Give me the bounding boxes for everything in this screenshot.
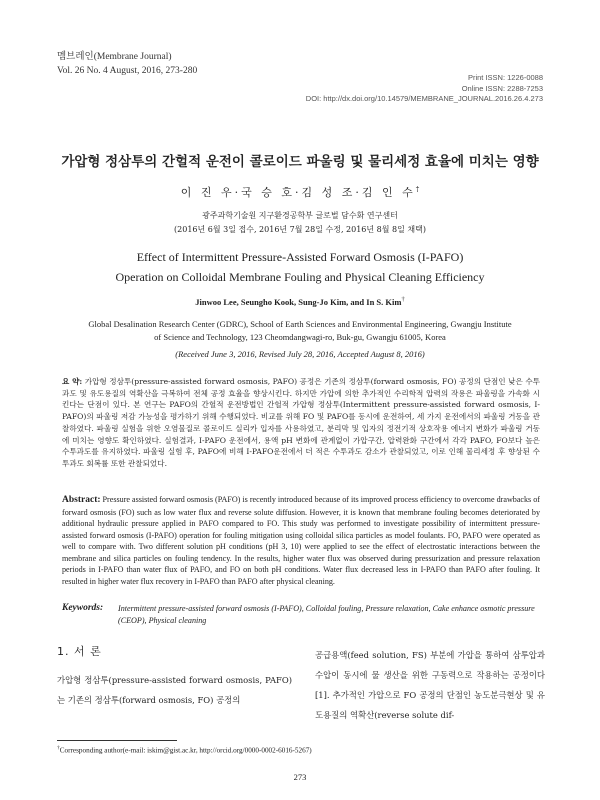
abstract-korean-text: 가압형 정삼투(pressure-assisted forward osmosis, PAFO) 공정은 기존의 정삼투(forward osmosis, FO) 공정의 단점인 낮은 수투과도 및 유도용질의 역확산을 극복하여 전체 공정 효율을 향상시킨다. 하지만 가압에 의한 추가적인 수리학적 압력의 작용은 파울링을 가속화 시킨다는 단점이 있다. 본 연구는 PAFO의 간헐적 운전방법인 간헐적 가압형 정삼투(Intermittent pressure-assisted forward osmosis, I-PAFO)의 파울링 저감 가능성을 평가하기 위해 수행되었다. 비교를 위해 FO 및 PAFO를 동시에 운전하여, 세 가지 운전에서의 파울링 거동을 관찰하였다. 파울링 실험을 위한 오염물질로 콜로이드 실리카 입자를 사용하였고, 분리막 및 입자의 정전기적 상호작용 에너지 변화가 파울링 거동에 미치는 영향도 확인하였다. 실험결과, I-PAFO 운전에서, 용액 pH 변화에 관계없이 가압구간, 압력완화 구간에서 각각 PAFO, FO보다 높은 수투과도를 유지하였다. 파울링 실험 후, PAFO에 비해 I-PAFO운전에서 더 적은 수투과도 감소가 관찰되었고, 이로 인해 물리세정 후 향상된 수투과도 회복률 또한 관찰되었다.: [62, 377, 540, 468]
title-english-line2: Operation on Colloidal Membrane Fouling and Physical Cleaning Efficiency: [115, 270, 485, 284]
authors-korean: [40, 184, 560, 200]
keywords-label: Keywords:: [62, 603, 104, 613]
authors-english-names: Jinwoo Lee, Seungho Kook, Sung-Jo Kim, and In S. Kim: [195, 296, 402, 307]
footnote: [57, 745, 312, 754]
affiliation-english: [62, 318, 538, 344]
body-column-left: 가압형 정삼투(pressure-assisted forward osmosis, PAFO)는 기존의 정삼투(forward osmosis, FO) 공정의: [57, 675, 292, 705]
abstract-korean: [62, 376, 540, 470]
affiliation-korean: [40, 209, 560, 237]
affiliation-english-line1: Global Desalination Research Center (GDRC), School of Earth Sciences and Environmental Engineering, Gwangju Institute: [88, 319, 512, 329]
title-english-line1: Effect of Intermittent Pressure-Assisted Forward Osmosis (I-PAFO): [136, 250, 464, 264]
title-english: [40, 247, 560, 287]
online-issn: Online ISSN: 2288-7253: [461, 83, 543, 93]
abstract-english-text: Pressure assisted forward osmosis (PAFO) is recently introduced because of its improved process efficiency to overcome drawbacks of forward osmosis (FO) such as low water flux and reverse solute diffusion. However, it is known that membrane fouling becomes deteriorated by additional hydraulic pressure applied in PAFO compared to FO. This study was performed to investigate possibility of intermittent pressure-assisted forward osmosis (I-PAFO) operation for fouling mitigation using colloidal silica particles as model foulants. FO, PAFO were operated as well to compare with. Two different solution pH conditions (pH 3, 10) were applied to see the effect of electrostatic interactions between the membrane and silica particles on fouling tendency. In the results, higher water flux was observed during pressurization and pressure relaxation periods in I-PAFO than water flux of PAFO, and FO on both pH conditions. Water flux decreased less in I-PAFO than PAFO after fouling. It resulted in higher water flux recovery in I-PAFO than PAFO after physical cleaning.: [62, 495, 540, 586]
keywords-text: Intermittent pressure-assisted forward osmosis (I-PAFO), Colloidal fouling, Pressure relaxation, Cake enhance osmotic pressure (CEOP), Physical cleaning: [118, 604, 535, 625]
received-dates: (Received June 3, 2016, Revised July 28, 2016, Accepted August 8, 2016): [175, 349, 425, 359]
affiliation-korean-text: 광주과학기술원 지구환경공학부 글로벌 담수화 연구센터: [202, 211, 398, 220]
authors-english-mark: †: [401, 296, 405, 303]
dates-korean: (2016년 6월 3일 접수, 2016년 7월 28일 수정, 2016년 8월 8일 채택): [174, 225, 426, 234]
section-heading: 1. 서 론: [57, 645, 102, 658]
journal-name: 멤브레인(Membrane Journal): [57, 52, 172, 62]
volume-info: Vol. 26 No. 4 August, 2016, 273-280: [57, 66, 198, 76]
abstract-english: [62, 494, 540, 587]
issn-block: [306, 73, 543, 105]
footnote-text: Corresponding author(e-mail: iskim@gist.ac.kr, http://orcid.org/0000-0002-6016-5267): [59, 746, 312, 755]
authors-korean-names: 이 진 우·국 승 호·김 성 조·김 인 수: [180, 186, 416, 199]
abstract-english-label: Abstract:: [62, 495, 101, 505]
print-issn: Print ISSN: 1226-0088: [467, 73, 543, 82]
footnote-divider: [57, 740, 177, 741]
affiliation-english-line2: of Science and Technology, 123 Cheomdangwagi-ro, Buk-gu, Gwangju 61005, Korea: [154, 332, 446, 342]
doi-link[interactable]: DOI: http://dx.doi.org/10.14579/MEMBRANE_JOURNAL.2016.26.4.273: [305, 94, 543, 103]
authors-english: [40, 296, 560, 307]
page-number: 273: [293, 772, 307, 782]
abstract-korean-label: 요 약:: [62, 377, 83, 386]
authors-korean-mark: †: [415, 185, 420, 194]
footnote-mark: †: [57, 745, 60, 751]
keywords: [62, 602, 540, 626]
body-column-right: 공급용액(feed solution, FS) 부분에 가압을 통하여 삼투압과 수압이 동시에 물 생산을 위한 구동력으로 작용하는 공정이다[1]. 추가적인 가압으로 FO 공정의 단점인 농도분극현상 및 유도용질의 역확산(reverse solute dif-: [315, 650, 545, 720]
journal-header: [57, 50, 197, 78]
title-korean: 가압형 정삼투의 간헐적 운전이 콜로이드 파울링 및 물리세정 효율에 미치는 영향: [61, 154, 539, 170]
